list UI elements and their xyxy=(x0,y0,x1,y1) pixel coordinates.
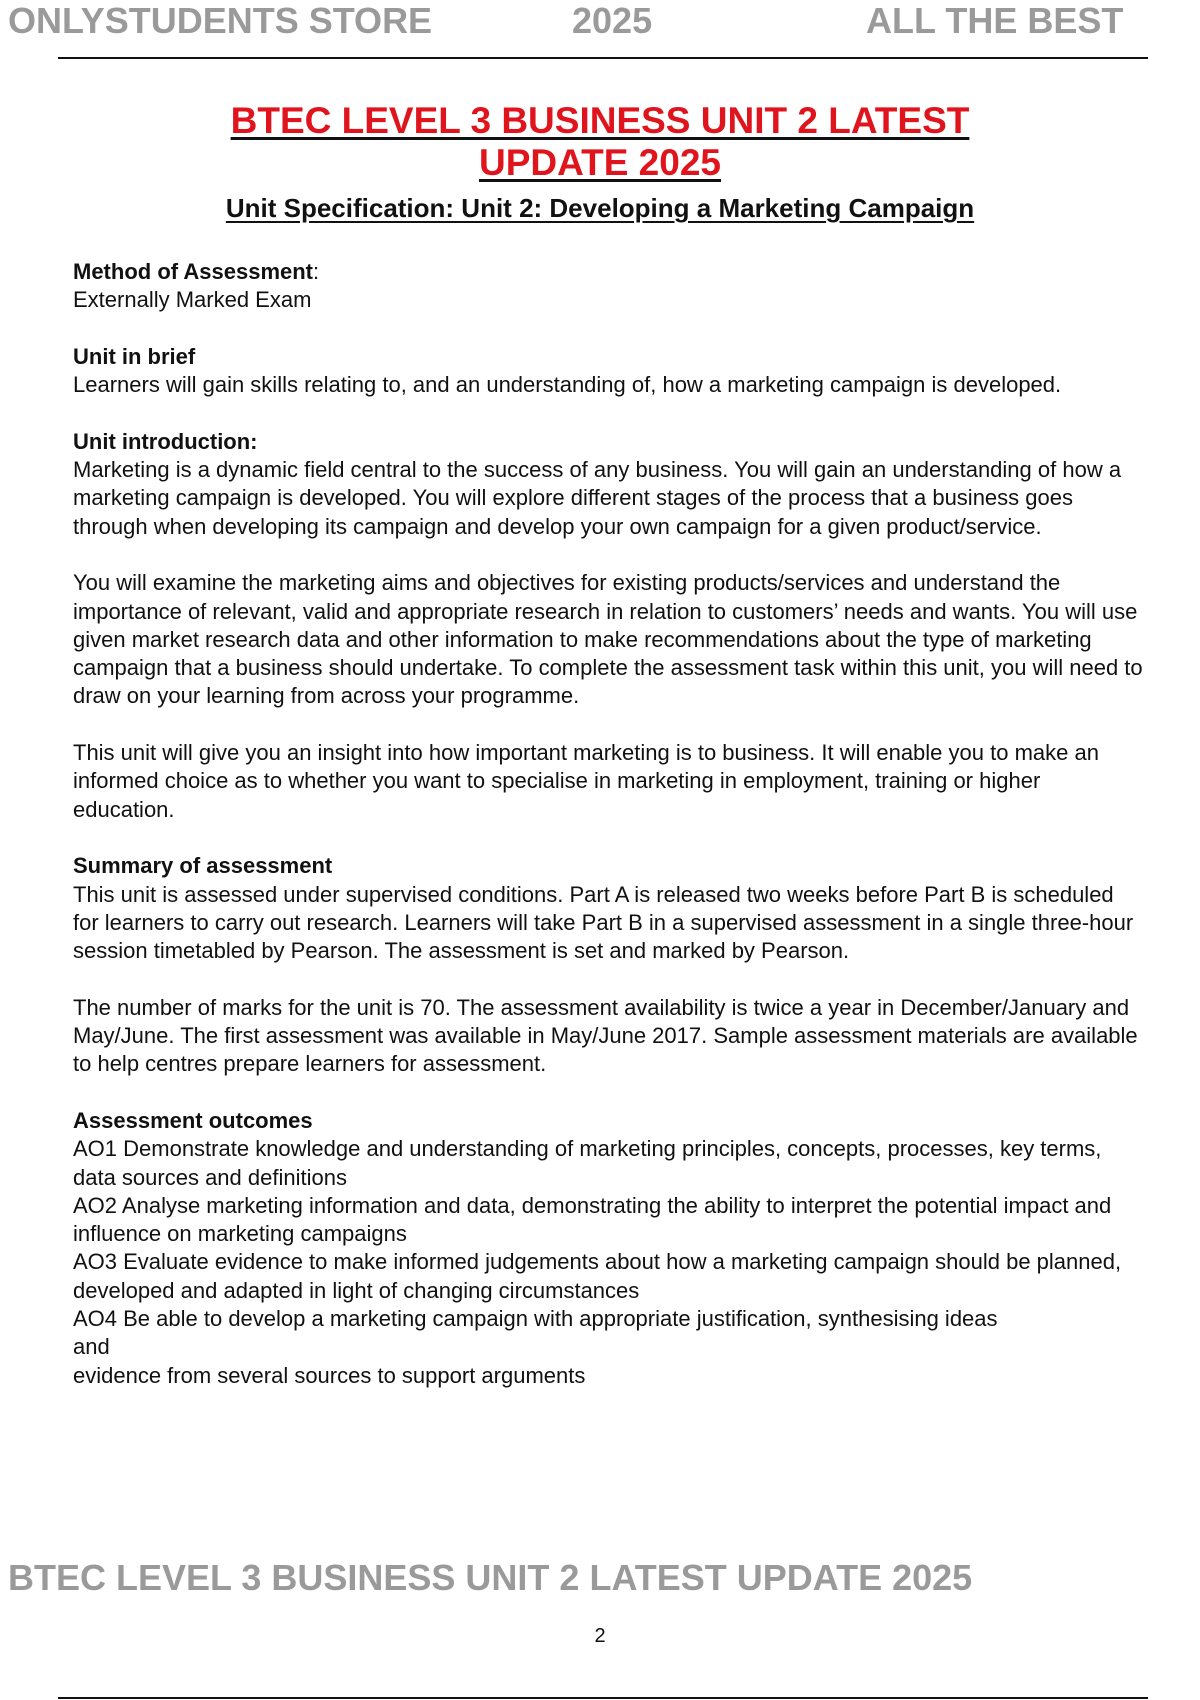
ao3-text: AO3 Evaluate evidence to make informed judgements about how a marketing campaign should be planned, developed and adapted in light of changing circumstances xyxy=(73,1249,1122,1303)
summary-heading: Summary of assessment xyxy=(73,853,333,879)
title-line-2: UPDATE 2025 xyxy=(479,142,721,183)
intro-paragraph-2: You will examine the marketing aims and objectives for existing products/services and understand the importance of relevant, valid and appropriate research in relation to customers’ needs and wants. You will use given market research data and other information to make recommendations about the type of marketing campaign that a business should undertake. To complete the assessment task within this unit, you will need to draw on your learning from across your programme. xyxy=(73,570,1143,709)
method-section xyxy=(73,258,1143,315)
ao1-text: AO1 Demonstrate knowledge and understanding of marketing principles, concepts, processes, key terms, data sources and definitions xyxy=(73,1136,1102,1190)
header-left: ONLYSTUDENTS STORE xyxy=(8,0,433,41)
header-center: 2025 xyxy=(572,0,653,41)
ao4-text-end: evidence from several sources to support arguments xyxy=(73,1362,586,1388)
document-body xyxy=(73,258,1143,1418)
page-number: 2 xyxy=(594,1625,606,1647)
intro-paragraph-3: This unit will give you an insight into how important marketing is to business. It will enable you to make an informed choice as to whether you want to specialise in marketing in employment, training or higher education. xyxy=(73,740,1099,822)
summary-paragraph-1: This unit is assessed under supervised conditions. Part A is released two weeks before Part B is scheduled for learners to carry out research. Learners will take Part B in a supervised assessment in a single three-hour session timetabled by Pearson. The assessment is set and marked by Pearson. xyxy=(73,881,1134,964)
ao4-text: AO4 Be able to develop a marketing campaign with appropriate justification, synthesising ideas xyxy=(73,1305,998,1331)
method-colon: : xyxy=(313,259,320,284)
method-text: Externally Marked Exam xyxy=(73,287,312,313)
brief-text: Learners will gain skills relating to, and an understanding of, how a marketing campaign is developed. xyxy=(73,372,1062,398)
header-rule xyxy=(58,57,1148,59)
intro-paragraph-1: Marketing is a dynamic field central to the success of any business. You will gain an understanding of how a marketing campaign is developed. You will explore different stages of the process that a business goes through when developing its campaign and develop your own campaign for a given product/service. xyxy=(73,457,1122,539)
summary-paragraph-2: The number of marks for the unit is 70. The assessment availability is twice a year in December/January and May/June. The first assessment was available in May/June 2017. Sample assessment materials are available to help centres prepare learners for assessment. xyxy=(73,994,1138,1077)
brief-heading: Unit in brief xyxy=(73,343,196,369)
footer-rule xyxy=(58,1697,1148,1699)
ao4-text-cont: and xyxy=(73,1334,110,1360)
intro-section xyxy=(73,428,1143,541)
intro-heading: Unit introduction: xyxy=(73,428,258,454)
title-line-1: BTEC LEVEL 3 BUSINESS UNIT 2 LATEST xyxy=(230,100,970,141)
summary-section xyxy=(73,852,1143,965)
header-right: ALL THE BEST xyxy=(866,0,1124,41)
document-subtitle xyxy=(0,193,1200,224)
ao2-text: AO2 Analyse marketing information and data, demonstrating the ability to interpret the potential impact and influence on marketing campaigns xyxy=(73,1192,1112,1247)
subtitle-text: Unit Specification: Unit 2: Developing a Marketing Campaign xyxy=(225,193,975,223)
outcomes-heading: Assessment outcomes xyxy=(73,1107,313,1133)
document-title xyxy=(0,100,1200,184)
footer-watermark: BTEC LEVEL 3 BUSINESS UNIT 2 LATEST UPDATE 2025 xyxy=(8,1557,973,1598)
outcomes-section xyxy=(73,1107,1143,1390)
method-heading: Method of Assessment xyxy=(73,259,314,284)
brief-section xyxy=(73,343,1143,400)
